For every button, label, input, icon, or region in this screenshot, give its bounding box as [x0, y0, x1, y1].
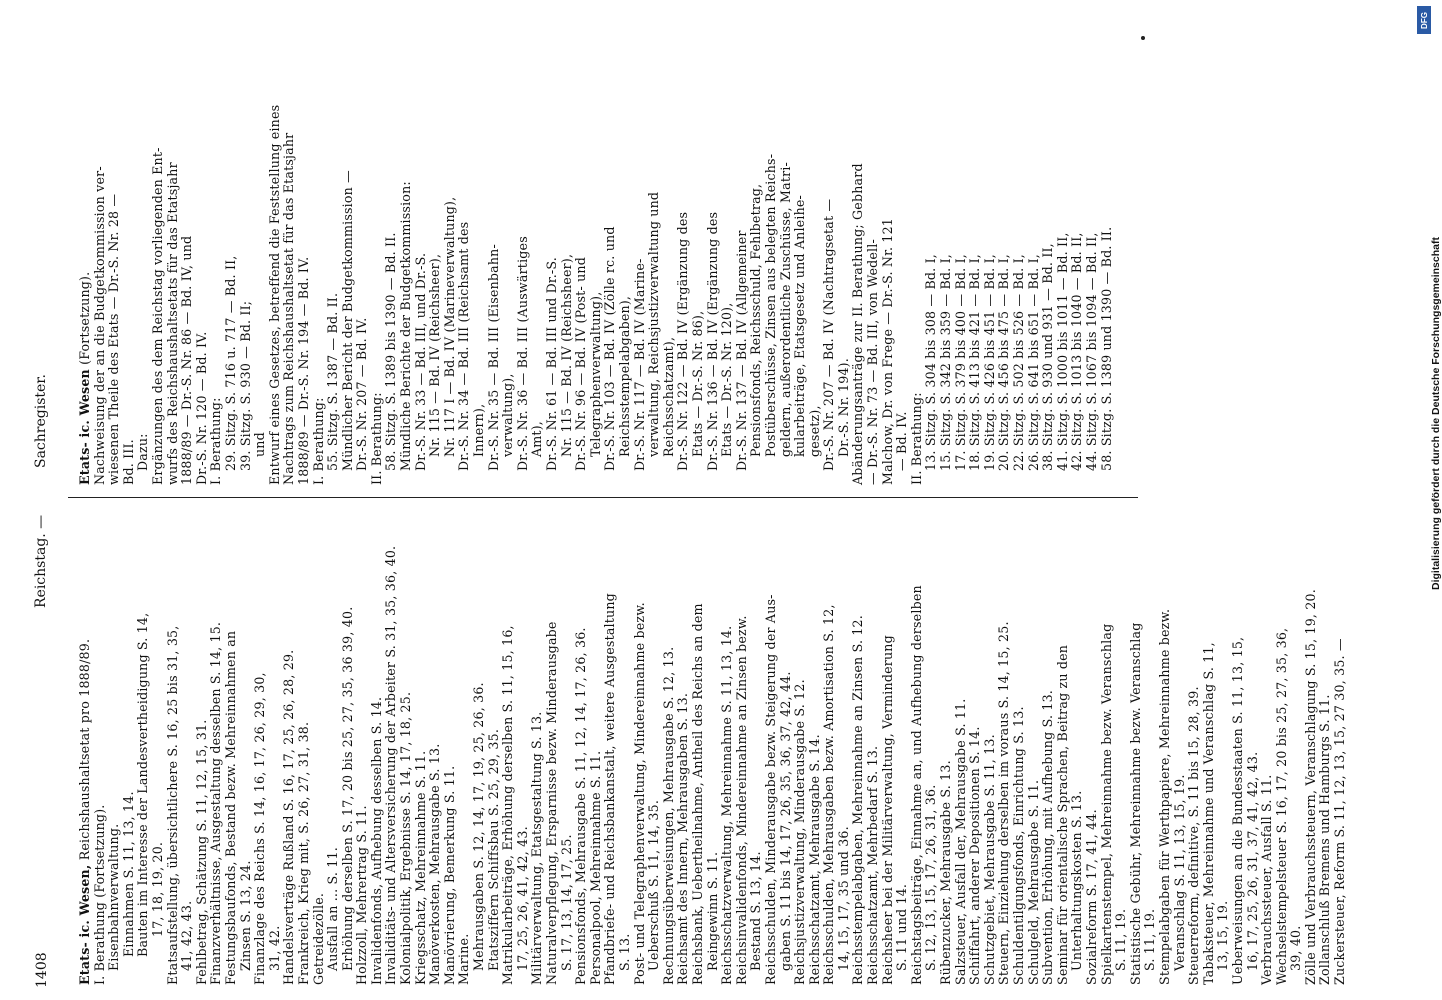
index-entry-line: Nr. 115 — Bd. IV (Reichsheer), — [558, 253, 574, 457]
index-entry-line: Manövrierung, Bemerkung S. 11. — [441, 765, 457, 985]
index-entry-line: — Bd. IV. — [894, 411, 910, 471]
index-entry-line: Bestand S. 13, 14. — [748, 851, 764, 971]
index-entry-line: Finanzlage des Reichs S. 14, 16, 17, 26, 29, 30, — [252, 672, 268, 985]
index-entry-line: Militärverwaltung, Etatsgestaltung S. 13. — [529, 711, 545, 985]
index-entry-line: II. Berathung: — [908, 392, 924, 485]
index-entry-line: Dazu: — [135, 433, 151, 471]
index-entry-line: Dr.-S. Nr. 33 — Bd. III, und Dr.-S. — [412, 252, 428, 471]
index-entry-line: Veranschlag S. 11, 13, 15, 19. — [1171, 774, 1187, 971]
index-entry-line: Nachtrags zum Reichshaushaltsetat für das Etatsjahr — [281, 132, 297, 485]
index-entry-line: Reichsschatzverwaltung, Mehreinnahme S. 11, 13, 14. — [719, 625, 735, 985]
index-entry-line: Reichsschulden, Mehrausgaben bezw. Amortisation S. 12, — [821, 604, 837, 985]
index-entry-line: Nr. 117 I — Bd. IV (Marineverwaltung), — [441, 196, 457, 457]
index-entry-line: S. 11, 19. — [1113, 908, 1129, 971]
index-entry-line: Seminar für orientalische Sprachen, Beitrag zu den — [1054, 644, 1070, 985]
index-entry-line: 38. Sitzg. S. 930 und 931 — Bd. II, — [1040, 243, 1056, 471]
index-entry-line: Dr.-S. Nr. 35 — Bd. III (Eisenbahn- — [485, 244, 501, 471]
index-entry-line: Etats — Dr.-S. Nr. 86), — [689, 310, 705, 457]
index-entry-line: Dr.-S. Nr. 96 — Bd. IV (Post- und — [573, 257, 589, 471]
index-entry-line: Eisenbahnverwaltung. — [106, 823, 122, 971]
index-entry-line: Nachweisung der an die Budgetkommission ver- — [91, 166, 107, 485]
index-entry-line: Frankreich, Krieg mit, S. 26, 27, 31, 38. — [295, 721, 311, 985]
index-entry-line: Telegraphenverwaltung), — [587, 291, 603, 457]
index-entry-line: Dr.-S. Nr. 34 — Bd. III (Reichsamt des — [456, 221, 472, 471]
index-entry-line: 44. Sitzg. S. 1067 bis 1094 — Bd. II, — [1083, 232, 1099, 471]
index-entry-line: Ueberweisungen an die Bundesstaaten S. 11, 13, 15, — [1229, 636, 1245, 985]
index-entry-line: verwaltung, Reichsjustizverwaltung und — [646, 191, 662, 457]
index-entry-line: I. Berathung: — [310, 397, 326, 485]
index-entry-line: gesetz), — [806, 405, 822, 457]
left-heading-bold: Etats- ic. Wesen, — [77, 864, 92, 985]
index-entry-line: 17, 25, 26, 41, 42, 43. — [514, 826, 530, 971]
index-entry-line: Abänderungsanträge zur II. Berathung; Gebhard — [850, 163, 866, 485]
index-entry-line: Erhöhung derselben S. 17, 20 bis 25, 27, 35, 36 39, 40. — [339, 606, 355, 971]
index-entry-line: Reichsheer bei der Militärverwaltung, Verminderung — [879, 635, 895, 985]
digitization-notice: Digitalisierung gefördert durch die Deutsche Forschungsgemeinschaft — [1430, 237, 1442, 590]
index-entry-line: Reichsamt des Innern, Mehrausgaben S. 13. — [675, 692, 691, 985]
index-entry-line: Holzzoll, Mehrertrag S. 11. — [354, 805, 370, 985]
index-entry-line: 20. Sitzg. S. 456 bis 475 — Bd. I, — [996, 254, 1012, 471]
index-entry-line: S. 17, 13, 14, 17, 25. — [558, 834, 574, 971]
scan-speck — [1141, 36, 1145, 40]
index-entry-line: Mündlicher Bericht der Budgetkommission — — [339, 170, 355, 471]
index-entry-line: Malchow, Dr. von Frege — Dr.-S. Nr. 121 — [879, 217, 895, 485]
index-entry-line: Fehlbetrag, Schätzung S. 11, 12, 15, 31. — [193, 719, 209, 985]
index-entry-line: Bd. III. — [120, 439, 136, 485]
index-entry-line: I. Berathung: — [208, 397, 224, 485]
index-entry-line: Einnahmen S. 11, 13, 14. — [120, 791, 136, 957]
index-entry-line: wurfs des Reichshaushaltsetats für das Etatsjahr — [164, 162, 180, 485]
index-entry-line: Schiffahrt, anderer Depositionen S. 14. — [967, 726, 983, 985]
index-entry-line: Mündliche Berichte der Budgetkommission: — [398, 181, 414, 471]
right-column — [78, 15, 1114, 485]
index-entry-line: Kolonialpolitik, Ergebnisse S. 14, 17, 18, 25. — [398, 691, 414, 985]
right-column-lines — [93, 15, 1115, 485]
index-entry-line: 41. Sitzg. S. 1000 bis 1011 — Bd. II, — [1054, 232, 1070, 471]
index-entry-line: Manöverkosten, Mehrausgabe S. 13. — [427, 743, 443, 985]
index-entry-line: 15. Sitzg. S. 342 bis 359 — Bd. I, — [938, 254, 954, 471]
index-entry-line: Invaliditäts- und Altersversicherung der Arbeiter S. 31, 35, 36, 40. — [383, 545, 399, 985]
index-entry-line: Zuckersteuer, Reform S. 11, 12, 13, 15, 27 30, 35. — — [1332, 638, 1348, 985]
index-entry-line: 31, 42. — [266, 925, 282, 971]
index-entry-line: Reichsschatzamt, Mehrausgabe S. 14. — [806, 734, 822, 985]
index-entry-line: Reichsschatzamt), — [660, 336, 676, 457]
index-entry-line: 1888/89 — Dr.-S. Nr. 86 — Bd. IV, und — [179, 235, 195, 485]
left-column — [78, 495, 1348, 985]
index-entry-line: Dr.-S. Nr. 207 — Bd. IV (Nachtragsetat — — [821, 198, 837, 471]
index-entry-line: Subvention, Erhöhung, mit Aufhebung S. 13. — [1040, 690, 1056, 985]
index-entry-line: Verbrauchssteuer, Ausfall S. 11. — [1259, 774, 1275, 985]
index-entry-line: 22. Sitzg. S. 502 bis 526 — Bd. I, — [1011, 254, 1026, 471]
index-entry-line: 39. Sitzg. S. 930 — Bd. II; — [237, 300, 253, 471]
index-entry-line: Marine. — [456, 933, 472, 985]
running-title-left: Reichstag. — — [33, 514, 49, 608]
index-entry-line: Naturalverpflegung, Ersparnisse bezw. Minderausgabe — [544, 621, 559, 985]
index-entry-line: Zölle und Verbrauchssteuern, Veranschlagung S. 15, 19, 20. — [1302, 589, 1318, 985]
left-heading-rest: Reichshaushaltsetat pro 1888/89. — [77, 638, 92, 861]
index-entry-line: I. Berathung (Fortsetzung). — [91, 804, 107, 985]
index-entry-line: Reichsstempelabgaben, Mehreinnahme an Zinsen S. 12. — [850, 615, 866, 985]
index-entry-line: Finanzverhältnisse, Ausgestaltung desselben S. 14, 15. — [208, 621, 224, 985]
index-entry-line: 39, 40. — [1288, 925, 1304, 971]
index-entry-line: Spielkartenstempel, Mehreinnahme bezw. Veranschlag — [1098, 623, 1114, 985]
index-entry-line: Dr.-S. Nr. 122 — Bd. IV (Ergänzung des — [675, 211, 691, 471]
index-entry-line: Tabaksteuer, Mehreinnahme und Veranschlag S. 11, — [1200, 642, 1216, 985]
dfg-logo-text: DFG — [1419, 11, 1429, 29]
index-entry-line: 58. Sitzg. S. 1389 bis 1390 — Bd. II. — [383, 232, 399, 471]
index-entry-line: Zollanschluß Bremens und Hamburgs S. 11. — [1317, 694, 1333, 985]
index-entry-line: 16, 17, 25, 26, 31, 37, 41, 42, 43. — [1244, 751, 1260, 971]
index-entry-line: Festungsbaufonds, Bestand bezw. Mehreinnahmen an — [222, 630, 238, 985]
index-entry-line: wiesenen Theile des Etats — Dr.-S. Nr. 28 — — [106, 193, 122, 485]
dfg-logo — [1417, 6, 1431, 34]
index-entry-line: Zinsen S. 13, 24. — [237, 860, 253, 971]
index-entry-line: Pensionsfonds, Reichsschuld, Fehlbetrag, — [748, 183, 764, 457]
index-entry-line: Handelsverträge Rußland S. 16, 17, 25, 26, 28, 29. — [281, 649, 297, 985]
index-entry-line: Reichsschulden, Minderausgabe bezw. Steigerung der Aus- — [762, 594, 778, 985]
index-entry-line: Amt), — [529, 420, 545, 457]
index-entry-line: Reichsschatzamt, Mehrbedarf S. 13. — [865, 745, 881, 985]
index-entry-line: 41, 42, 43. — [179, 900, 195, 971]
index-entry-line: Ueberschuß S. 11, 14, 35. — [646, 799, 662, 971]
page-number: 1408 — [34, 952, 50, 988]
index-entry-line: Rechnungsüberweisungen, Mehrausgabe S. 12, 13. — [660, 646, 676, 985]
index-entry-line: Dr.-S. Nr. 61 — Bd. III und Dr.-S. — [544, 257, 559, 471]
index-entry-line: 13. Sitzg. S. 304 bis 308 — Bd. I, — [923, 254, 939, 471]
index-entry-line: Schutzgebiet, Mehrausgabe S. 11, 13. — [981, 734, 997, 985]
index-entry-line: II. Berathung: — [368, 392, 384, 485]
index-entry-line: 19. Sitzg. S. 426 bis 451 — Bd. I, — [981, 254, 997, 471]
index-entry-line: 26. Sitzg. S. 641 bis 651 — Bd. I, — [1025, 254, 1041, 471]
index-entry-line: Reichsbank, Uebertheilnahme, Antheil des Reichs an dem — [689, 603, 705, 985]
index-entry-line: Entwurf eines Gesetzes, betreffend die Feststellung eines — [266, 104, 282, 485]
index-entry-line: Postüberschüsse, Zinsen aus belegten Reichs- — [762, 153, 778, 457]
index-entry-line: 17. Sitzg. S. 379 bis 400 — Bd. I, — [952, 254, 968, 471]
left-column-lines — [93, 495, 1348, 985]
index-entry-line: S. 11 und 14. — [894, 883, 910, 971]
right-column-heading — [78, 15, 93, 485]
index-entry-line: Getreidezölle. — [310, 892, 326, 985]
index-entry-line: Pensionsfonds, Mehrausgabe S. 11, 12, 14, 17, 26, 36. — [573, 627, 589, 985]
index-entry-line: Reichstagsbeiträge, Einnahme an, und Aufhebung derselben — [908, 585, 924, 985]
index-entry-line: geldern, außerordentliche Zuschüsse, Matri- — [777, 161, 793, 457]
index-entry-line: 18. Sitzg. S. 413 bis 421 — Bd. I, — [967, 254, 983, 471]
index-entry-line: Reichsjustizverwaltung, Minderausgabe S. 12. — [792, 679, 808, 985]
index-entry-line: S. 13. — [616, 933, 632, 971]
index-entry-line: 14, 15, 17, 35 und 36. — [835, 826, 851, 971]
right-heading-bold: Etats- ic. Wesen — [77, 369, 92, 485]
right-heading-rest: (Fortsetzung). — [77, 271, 92, 365]
index-entry-line: gaben S. 11 bis 14, 17, 26, 35, 36, 37, 42, 44. — [777, 671, 793, 971]
index-entry-line: Pfandbriefe- und Reichsbankanstalt, weitere Ausgestaltung — [602, 593, 618, 985]
index-entry-line: S. 12, 13, 15, 17, 26, 31, 36. — [923, 784, 939, 971]
index-entry-line: Innern), — [471, 403, 487, 457]
index-entry-line: Wechselstempelsteuer S. 16, 17, 20 bis 25, 27, 35, 36, — [1273, 627, 1289, 985]
index-entry-line: 42. Sitzg. S. 1013 bis 1040 — Bd. II, — [1069, 232, 1085, 471]
index-entry-line: Dr.-S. Nr. 117 — Bd. IV (Marine- — [631, 258, 647, 471]
index-entry-line: verwaltung), — [500, 373, 516, 457]
index-entry-line: 17, 18, 19, 20. — [149, 841, 165, 937]
index-entry-line: — Dr.-S. Nr. 73 — Bd. III, von Wedell- — [865, 239, 881, 485]
index-entry-line: Invalidenfonds, Aufhebung desselben S. 14. — [368, 696, 384, 985]
index-entry-line: Nr. 115 — Bd. IV (Reichsheer), — [427, 253, 443, 457]
index-entry-line: 29. Sitzg. S. 716 u. 717 — Bd. II, — [222, 255, 238, 471]
index-entry-line: und — [252, 432, 268, 457]
index-entry-line: Dr.-S. Nr. 36 — Bd. III (Auswärtiges — [514, 236, 530, 471]
left-column-heading — [78, 495, 93, 985]
index-entry-line: Matrikularbeiträge, Erhöhung derselben S. 11, 15, 16, — [500, 625, 516, 985]
index-entry-line: Steuerreform, definitive, S. 11 bis 15, 28, 39. — [1186, 686, 1202, 985]
index-entry-line: Reichsinvalidenfonds, Mindereinnahme an Zinsen bezw. — [733, 615, 749, 985]
index-entry-line: Rübenzucker, Mehrausgabe S. 13. — [938, 760, 954, 985]
index-entry-line: Dr.-S. Nr. 136 — Bd. IV (Ergänzung des — [704, 211, 720, 471]
index-entry-line: Ausfall an ... S. 11. — [325, 847, 341, 971]
index-entry-line: Statistische Gebühr, Mehreinnahme bezw. Veranschlag — [1127, 622, 1143, 985]
index-entry-line: Personalpool, Mehreinnahme S. 11. — [587, 750, 603, 985]
running-title-right: Sachregister. — [33, 374, 49, 468]
index-entry-line: 55. Sitzg. S. 1387 — Bd. II. — [325, 292, 341, 471]
index-entry-line: Mehrausgaben S. 12, 14, 17, 19, 25, 26, 36. — [471, 682, 487, 971]
index-entry-line: Etatsziffern Schiffsbau S. 25, 29, 35. — [485, 728, 501, 971]
index-entry-line: Schuldentilgungsfonds, Einrichtung S. 13. — [1011, 706, 1026, 985]
index-entry-line: Etats — Dr.-S. Nr. 120), — [719, 302, 735, 457]
index-entry-line: 13, 15, 19. — [1215, 900, 1231, 971]
index-entry-line: Unterhaltungskosten S. 13. — [1069, 790, 1085, 971]
index-entry-line: kularbeiträge, Etatsgesetz und Anleihe- — [792, 195, 808, 457]
index-entry-line: Kriegsschatz, Mehreinnahme S. 11. — [412, 750, 428, 985]
index-entry-line: Salzsteuer, Ausfall der, Mehrausgabe S. 11. — [952, 698, 968, 985]
index-entry-line: Stempelabgaben für Werthpapiere, Mehreinnahme bezw. — [1156, 608, 1172, 985]
index-entry-line: Sozialreform S. 17, 41, 44. — [1083, 809, 1099, 985]
index-entry-line: Dr.-S. Nr. 103 — Bd. IV (Zölle rc. und — [602, 226, 618, 471]
index-entry-line: Dr.-S. Nr. 137 — Bd. IV (Allgemeiner — [733, 230, 749, 471]
index-entry-line: Schulgeld, Mehrausgabe S. 11. — [1025, 779, 1041, 985]
index-entry-line: 58. Sitzg. S. 1389 und 1390 — Bd. II. — [1098, 226, 1114, 471]
index-entry-line: Bauten im Interesse der Landesvertheidigung S. 14, — [135, 612, 151, 957]
index-entry-line: Dr.-S. Nr. 120 — Bd. IV. — [193, 331, 209, 485]
index-entry-line: Post- und Telegraphenverwaltung, Mindereinnahme bezw. — [631, 602, 647, 985]
index-entry-line: Dr.-S. Nr. 207 — Bd. IV. — [354, 317, 370, 471]
index-entry-line: Dr.-S. Nr. 194). — [835, 358, 851, 457]
index-entry-line: 1888/89 — Dr.-S. Nr. 194 — Bd. IV. — [295, 256, 311, 485]
index-entry-line: Reingewinn S. 11. — [704, 851, 720, 971]
index-entry-line: Ergänzungen des dem Reichstag vorliegenden Ent- — [149, 147, 165, 485]
index-entry-line: Steuern, Einziehung derselben im voraus S. 14, 15, 25. — [996, 621, 1012, 985]
index-entry-line: Reichsstempelabgaben), — [616, 295, 632, 457]
index-entry-line: Etatsaufstellung, übersichtlichere S. 16, 25 bis 31, 35, — [164, 625, 180, 985]
index-entry-line: S. 11, 19. — [1142, 908, 1158, 971]
